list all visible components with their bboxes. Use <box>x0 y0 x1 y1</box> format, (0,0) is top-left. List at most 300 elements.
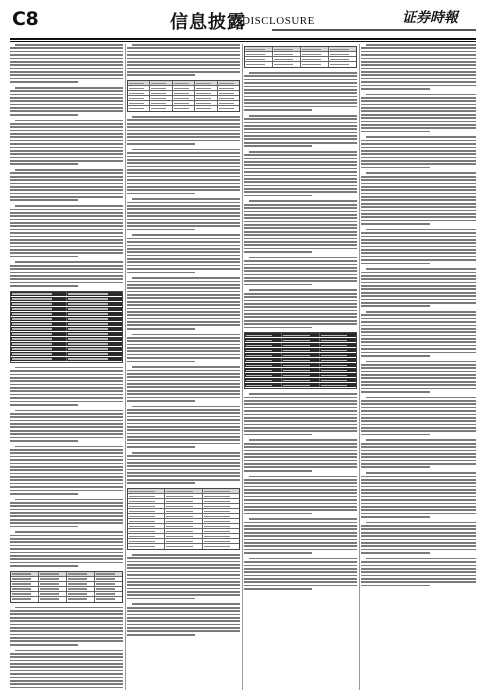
text-line <box>10 272 123 274</box>
text-line <box>361 367 476 369</box>
text-line <box>361 496 476 498</box>
text-line <box>10 538 123 540</box>
text-line <box>361 403 476 405</box>
text-line <box>244 585 357 587</box>
table-cell <box>245 338 282 342</box>
masthead <box>10 6 476 36</box>
text-line <box>15 205 123 207</box>
text-line <box>361 78 476 80</box>
text-line <box>10 624 123 626</box>
text-line <box>361 179 476 181</box>
text-line <box>361 282 476 284</box>
text-line <box>10 249 123 251</box>
table-cell <box>245 62 273 67</box>
text-line <box>10 110 123 112</box>
table-cell <box>173 106 195 111</box>
text-line <box>10 670 123 672</box>
text-line <box>244 211 357 213</box>
text-line <box>249 289 357 291</box>
text-line <box>127 588 240 590</box>
table-cell <box>11 592 39 596</box>
text-line <box>10 183 123 185</box>
text-line <box>244 549 357 551</box>
table-cell <box>173 86 195 90</box>
table-cell <box>39 587 67 591</box>
text-line <box>244 513 312 515</box>
text-line <box>244 453 357 455</box>
text-paragraph <box>361 44 476 90</box>
table-cell <box>128 91 150 95</box>
table-cell <box>282 333 319 337</box>
table-cell <box>11 322 67 326</box>
text-line <box>127 386 240 388</box>
text-line <box>10 469 123 471</box>
text-line <box>127 337 240 339</box>
text-line <box>127 443 240 445</box>
text-line <box>361 489 476 491</box>
text-line <box>244 313 357 315</box>
text-line <box>10 565 78 567</box>
text-line <box>244 470 312 472</box>
text-line <box>132 366 240 368</box>
text-line <box>361 381 476 383</box>
table-cell <box>320 383 356 387</box>
text-line <box>244 296 357 298</box>
text-line <box>127 152 240 154</box>
text-line <box>10 275 123 277</box>
text-line <box>10 426 123 428</box>
column-4 <box>361 44 476 690</box>
text-line <box>361 417 476 419</box>
text-line <box>10 680 123 682</box>
text-line <box>10 660 123 662</box>
text-line <box>10 644 78 646</box>
text-line <box>361 532 476 534</box>
text-paragraph <box>127 603 240 635</box>
table-cell <box>11 332 67 336</box>
text-line <box>244 79 357 81</box>
text-line <box>244 251 312 253</box>
table-cell <box>282 363 319 367</box>
text-line <box>10 493 78 495</box>
text-line <box>249 393 357 395</box>
text-line <box>244 424 357 426</box>
text-line <box>361 318 476 320</box>
text-line <box>127 380 240 382</box>
text-line <box>10 114 78 116</box>
text-paragraph <box>361 311 476 357</box>
text-line <box>127 357 240 359</box>
text-line <box>361 114 476 116</box>
table-cell <box>165 499 202 503</box>
text-line <box>10 519 123 521</box>
text-line <box>361 278 476 280</box>
text-line <box>244 181 357 183</box>
table-cell <box>282 373 319 377</box>
text-line <box>10 153 123 155</box>
table-cell <box>195 96 217 100</box>
text-line <box>10 640 123 642</box>
text-line <box>10 199 78 201</box>
text-line <box>10 545 123 547</box>
text-line <box>361 176 476 178</box>
text-line <box>361 203 476 205</box>
table-cell <box>128 489 165 493</box>
text-line <box>127 248 240 250</box>
text-line <box>127 255 240 257</box>
text-line <box>127 340 240 342</box>
text-paragraph <box>10 205 123 257</box>
text-line <box>127 51 240 53</box>
table-cell <box>67 357 122 361</box>
text-line <box>127 281 240 283</box>
text-line <box>127 258 240 260</box>
text-line <box>127 241 240 243</box>
table-cell <box>165 524 202 528</box>
text-line <box>10 548 123 550</box>
text-line <box>361 54 476 56</box>
text-line <box>127 446 195 448</box>
text-line <box>361 246 476 248</box>
table-cell <box>67 317 122 321</box>
table-cell <box>128 529 165 533</box>
text-line <box>244 238 357 240</box>
table-cell <box>320 343 356 347</box>
text-line <box>361 88 430 90</box>
text-line <box>127 373 240 375</box>
text-line <box>10 104 123 106</box>
table-cell <box>165 514 202 518</box>
table-cell <box>203 544 239 549</box>
text-line <box>249 257 357 259</box>
text-line <box>361 420 476 422</box>
text-line <box>244 571 357 573</box>
text-paragraph <box>244 393 357 435</box>
text-line <box>361 263 430 265</box>
text-line <box>127 433 240 435</box>
text-line <box>361 575 476 577</box>
text-line <box>127 462 240 464</box>
text-line <box>244 207 357 209</box>
text-line <box>244 503 357 505</box>
text-line <box>10 97 123 99</box>
text-line <box>361 183 476 185</box>
text-line <box>15 531 123 533</box>
text-line <box>127 423 240 425</box>
text-line <box>127 591 240 593</box>
table-cell <box>203 494 239 498</box>
text-line <box>127 229 195 231</box>
text-line <box>10 176 123 178</box>
text-line <box>361 482 476 484</box>
text-line <box>10 380 123 382</box>
text-line <box>244 532 357 534</box>
text-line <box>244 132 357 134</box>
text-line <box>361 272 476 274</box>
text-line <box>244 427 357 429</box>
text-line <box>10 374 123 376</box>
text-line <box>244 578 357 580</box>
text-line <box>249 72 357 74</box>
text-line <box>361 314 476 316</box>
text-line <box>127 143 195 145</box>
text-line <box>10 483 123 485</box>
text-line <box>244 99 357 101</box>
text-line <box>366 94 476 96</box>
text-line <box>244 234 357 236</box>
text-line <box>127 172 240 174</box>
table-cell <box>173 101 195 105</box>
text-line <box>127 578 240 580</box>
text-line <box>10 466 123 468</box>
table-cell <box>195 91 217 95</box>
text-line <box>244 320 357 322</box>
text-line <box>244 303 357 305</box>
text-paragraph <box>10 607 123 646</box>
text-paragraph <box>361 558 476 587</box>
table-row <box>11 357 122 362</box>
table-cell <box>128 499 165 503</box>
text-line <box>244 185 357 187</box>
text-line <box>127 291 240 293</box>
text-line <box>127 74 195 76</box>
text-line <box>361 223 430 225</box>
text-line <box>244 195 312 197</box>
text-line <box>361 140 476 142</box>
text-paragraph <box>244 200 357 252</box>
table-cell <box>67 322 122 326</box>
text-line <box>10 160 123 162</box>
text-line <box>10 94 123 96</box>
text-line <box>127 344 240 346</box>
table-cell <box>329 57 356 61</box>
text-line <box>127 245 240 247</box>
section-title: 信息披露 <box>170 12 246 33</box>
table-cell <box>67 352 122 356</box>
text-line <box>132 334 240 336</box>
text-paragraph <box>361 136 476 168</box>
table-cell <box>95 587 122 591</box>
text-line <box>10 370 123 372</box>
text-line <box>244 456 357 458</box>
text-line <box>10 126 123 128</box>
text-line <box>10 179 123 181</box>
text-line <box>244 161 357 163</box>
text-line <box>244 310 357 312</box>
text-line <box>10 512 123 514</box>
text-paragraph <box>127 198 240 230</box>
text-paragraph <box>127 554 240 600</box>
text-line <box>10 71 123 73</box>
table-cell <box>128 81 150 85</box>
text-line <box>15 499 123 501</box>
text-line <box>249 200 357 202</box>
text-line <box>361 400 476 402</box>
text-line <box>361 371 476 373</box>
table-cell <box>165 494 202 498</box>
text-line <box>361 189 476 191</box>
table-row <box>128 544 239 549</box>
text-line <box>127 215 240 217</box>
text-line <box>244 217 357 219</box>
table-cell <box>128 96 150 100</box>
text-line <box>244 284 312 286</box>
table-cell <box>203 489 239 493</box>
text-line <box>10 54 123 56</box>
table-cell <box>95 592 122 596</box>
text-line <box>127 58 240 60</box>
table-cell <box>320 373 356 377</box>
text-line <box>361 578 476 580</box>
text-line <box>127 419 240 421</box>
text-line <box>10 229 123 231</box>
text-line <box>10 150 123 152</box>
table-cell <box>165 519 202 523</box>
text-line <box>244 327 312 329</box>
text-line <box>15 446 123 448</box>
text-line <box>127 574 240 576</box>
table-cell <box>67 347 122 351</box>
table-cell <box>329 47 356 51</box>
text-line <box>361 64 476 66</box>
table-cell <box>67 332 122 336</box>
text-line <box>10 456 123 458</box>
header-rule-thin <box>10 41 476 42</box>
text-line <box>244 106 357 108</box>
text-line <box>15 367 123 369</box>
text-line <box>366 44 476 46</box>
text-line <box>361 104 476 106</box>
text-line <box>361 213 476 215</box>
text-line <box>127 193 195 195</box>
text-line <box>127 624 240 626</box>
text-paragraph <box>10 446 123 495</box>
text-line <box>127 238 240 240</box>
text-line <box>127 176 240 178</box>
text-line <box>366 522 476 524</box>
text-line <box>361 305 430 307</box>
text-line <box>361 539 476 541</box>
table-cell <box>282 358 319 362</box>
text-line <box>127 581 240 583</box>
text-line <box>127 219 240 221</box>
table-cell <box>195 106 217 111</box>
text-line <box>10 452 123 454</box>
table-cell <box>128 101 150 105</box>
text-line <box>127 472 240 474</box>
text-line <box>244 492 357 494</box>
text-paragraph <box>127 277 240 329</box>
table-cell <box>95 582 122 586</box>
text-line <box>127 557 240 559</box>
text-line <box>10 394 123 396</box>
text-line <box>10 256 78 258</box>
text-line <box>127 202 240 204</box>
text-line <box>127 564 240 566</box>
text-line <box>10 100 123 102</box>
text-line <box>361 384 476 386</box>
text-line <box>127 265 240 267</box>
table-cell <box>329 52 356 56</box>
text-line <box>361 561 476 563</box>
table-cell <box>282 378 319 382</box>
table-row <box>128 106 239 111</box>
text-line <box>361 486 476 488</box>
text-line <box>244 414 357 416</box>
text-line <box>244 92 357 94</box>
text-line <box>10 236 123 238</box>
text-line <box>244 293 357 295</box>
text-line <box>127 208 240 210</box>
text-line <box>127 205 240 207</box>
table-cell <box>218 96 239 100</box>
text-line <box>127 479 240 481</box>
text-line <box>127 225 240 227</box>
text-line <box>10 620 123 622</box>
text-paragraph <box>127 452 240 484</box>
text-line <box>127 159 240 161</box>
text-line <box>361 68 476 70</box>
text-line <box>127 166 240 168</box>
table-cell <box>67 582 95 586</box>
text-line <box>361 242 476 244</box>
text-line <box>244 417 357 419</box>
text-line <box>244 270 357 272</box>
text-paragraph <box>10 44 123 83</box>
text-line <box>361 568 476 570</box>
text-line <box>10 239 123 241</box>
text-paragraph <box>361 94 476 133</box>
text-line <box>244 525 357 527</box>
text-paragraph <box>10 367 123 406</box>
table-cell <box>11 302 67 306</box>
table-cell <box>301 52 329 56</box>
column-divider <box>125 44 126 690</box>
text-line <box>244 280 357 282</box>
text-line <box>361 275 476 277</box>
text-line <box>127 311 240 313</box>
table-row <box>245 62 356 67</box>
text-line <box>361 167 430 169</box>
text-line <box>244 479 357 481</box>
text-line <box>127 179 240 181</box>
text-line <box>361 434 430 436</box>
text-line <box>244 248 357 250</box>
text-paragraph <box>244 476 357 515</box>
text-line <box>361 259 476 261</box>
text-line <box>132 603 240 605</box>
text-line <box>361 355 430 357</box>
text-line <box>244 588 312 590</box>
text-line <box>10 157 123 159</box>
text-line <box>244 489 357 491</box>
table-cell <box>67 587 95 591</box>
text-line <box>361 456 476 458</box>
text-line <box>10 404 78 406</box>
text-line <box>10 107 123 109</box>
text-line <box>127 617 240 619</box>
table-cell <box>320 338 356 342</box>
text-line <box>244 581 357 583</box>
data-table <box>10 571 123 603</box>
text-paragraph <box>127 44 240 76</box>
text-line <box>244 407 357 409</box>
text-paragraph <box>127 234 240 273</box>
text-line <box>366 558 476 560</box>
table-cell <box>150 106 172 111</box>
table-cell <box>203 514 239 518</box>
text-line <box>10 522 123 524</box>
